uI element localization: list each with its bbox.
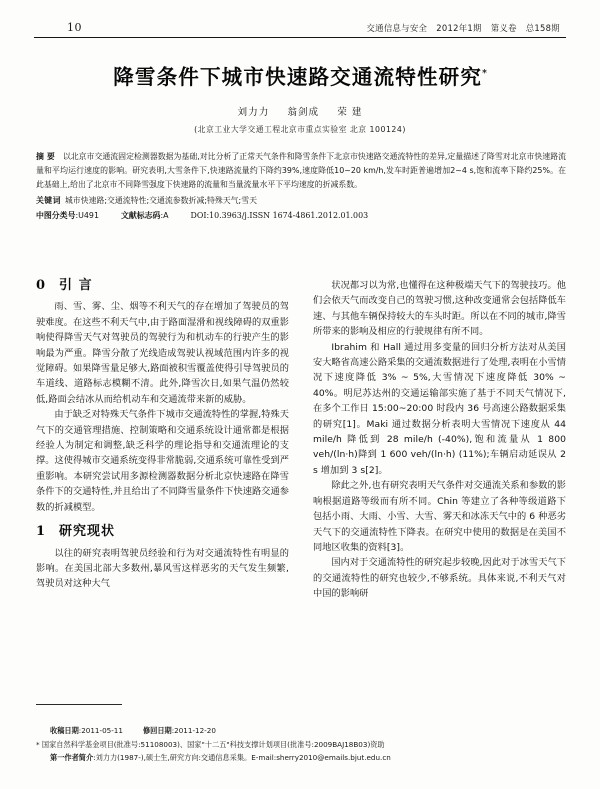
journal-volume: 第义卷 (490, 23, 517, 33)
clc-label: 中图分类号 (36, 210, 76, 220)
received-value: 2011-05-11 (81, 726, 123, 736)
title-footnote-marker: * (482, 69, 487, 80)
abstract-text: 以北京市交通流固定检测器数据为基础,对比分析了正常天气条件和降雪条件下北京市快速路交通流特性的差异,定量描述了降雪对北京市快速路流量和平均运行速度的影响。研究表明,大雪条件下,快速路流量约下降约39%,速度降低10~20 km/h,发车时距普遍增加2~4 s,饱和流率下降约25%。在此基础上,给出了北京市不同降雪强度下快速路的流量和当量流量水平下平均速度的折减系数。 (36, 152, 566, 190)
footnote-block (36, 724, 566, 765)
left-column (36, 278, 289, 697)
revised-value: 2011-12-20 (174, 726, 216, 736)
journal-name: 交通信息与安全 (366, 23, 428, 33)
abstract-label: 摘要 (36, 152, 58, 161)
received-label: 收稿日期 (50, 726, 79, 736)
footnote-rule (36, 704, 122, 705)
abstract-row (36, 150, 566, 193)
body-columns (36, 278, 566, 697)
journal-serial: 总158期 (525, 23, 560, 33)
classification-row (36, 209, 566, 223)
journal-info (366, 22, 566, 34)
paragraph: 国内对于交通流特性的研究起步较晚,因此对于冰雪天气下的交通流特性的研究也较少,不够系统。具体来说,不利天气对中国的影响研 (313, 557, 566, 600)
paragraph: 状况都习以为常,也懂得在这种极端天气下的驾驶技巧。他们会依天气而改变自己的驾驶习惯,这种改变通常会包括降低车速、与其他车辆保持较大的车头时距。所以在不同的城市,降雪所带来的影响及相应的行驶规律有所不同。 (313, 280, 566, 338)
bio-label: 第一作者简介 (50, 753, 94, 763)
doc-code-label: 文献标志码 (120, 210, 161, 220)
paragraph: 除此之外,也有研究表明天气条件对交通流关系和参数的影响根据道路等级而有所不同。Chin 等建立了各种等级道路下包括小雨、大雨、小雪、大雪、雾天和冰冻天气中的 6 种恶劣天气下的交通流特性下降表。在研究中使用的数据是在美国不同地区收集的资料[3]。 (313, 480, 566, 553)
doc-code-value: A (163, 210, 169, 220)
author-3: 荣 建 (337, 107, 363, 118)
paragraph: 由于缺乏对特殊天气条件下城市交通流特性的掌握,特殊天气下的交通管理措施、控制策略和交通系统设计通常都是根据经验人为制定和调整,缺乏科学的理论指导和交通流理论的支撑。这使得城市交通系统变得非常脆弱,交通系统可靠性受到严重影响。本研究尝试用多源检测器数据分析北京快速路在降雪条件下的交通特性,并且给出了不同降雪量条件下快速路交通参数的折减模型。 (36, 409, 289, 513)
doi-segment: DOI:10.3963/j.ISSN 1674-4861.2012.01.003 (190, 210, 369, 220)
author-2: 翁剑成 (287, 107, 320, 118)
author-affiliation: (北京工业大学交通工程北京市重点实验室 北京 100124) (194, 125, 406, 134)
footnote-dates: 收稿日期:2011-05-11 修回日期:2011-12-20 (50, 726, 216, 736)
header-rule (34, 37, 566, 38)
paragraph: 雨、雪、雾、尘、烟等不利天气的存在增加了驾驶员的驾驶难度。在这些不利天气中,由于路面湿滑和视线障碍的双重影响使得降雪天气对驾驶员的驾驶行为和机动车的行驶产生的影响最为严重。降雪分散了光线造成驾驶认视域范围内许多的视觉障碍。如果降雪量足够大,路面被积雪覆盖使得引导驾驶员的车道线、道路标志模糊不清。此外,降雪次日,如果气温仍然较低,路面会结冰从而给机动车和交通流带来新的威胁。 (36, 301, 289, 405)
section-0-number: 0 (36, 278, 47, 293)
paragraph: 以往的研究表明驾驶员经验和行为对交通流特性有明显的影响。在美国北部大多数州,暴风雪这样恶劣的天气发生频繁,驾驶员对这种大气 (36, 547, 289, 590)
clc-value: U491 (78, 210, 99, 220)
footnote-funding: * 国家自然科学基金项目(批准号:51108003)、国家"十二五"科技支撑计划项目(批准号:2009BAJ18B03)资助 (36, 739, 385, 749)
footnote-author-bio: 第一作者简介:刘力力(1987-),硕士生,研究方向:交通信息采集。E-mail:sherry2010@emails.bjut.edu.cn (50, 753, 391, 763)
section-1-title: 研究现状 (59, 524, 116, 540)
doc-code-segment: 文献标志码:A (120, 210, 169, 220)
right-column (313, 278, 566, 697)
section-heading-1 (36, 524, 289, 539)
bio-value: 刘力力(1987-),硕士生,研究方向:交通信息采集。E-mail:sherry2010@emails.bjut.edu.cn (95, 753, 391, 763)
doi-value: 10.3963/j.ISSN 1674-4861.2012.01.003 (209, 210, 369, 220)
author-list (0, 104, 600, 118)
revised-label: 修回日期 (142, 726, 172, 736)
doi-label: DOI (190, 210, 207, 220)
abstract-block (36, 150, 566, 223)
running-header (34, 18, 566, 34)
clc-segment: 中图分类号:U491 (36, 210, 99, 220)
article-title-text: 降雪条件下城市快速路交通流特性研究 (113, 65, 483, 89)
keywords-row (36, 194, 566, 208)
author-1: 刘力力 (237, 107, 270, 118)
paragraph: Ibrahim 和 Hall 通过用多变量的回归分析方法对从美国安大略省高速公路采集的交通流数据进行了处理,表明在小雪情况下速度降低 3% ~ 5%,大雪情况下速度降低 30% ~ 40%。明尼苏达州的交通运输部实施了基于不同天气情况下,在多个工作日 15:00~20:00 时段内 36 号高速公路数据采集的研究[1]。Maki 通过数据分析表明大雪情况下速度从 44 mile/h 降低到 28 mile/h (-40%),饱和流量从 1 800 veh/(ln·h)降到 1 600 veh/(ln·h) (11%);车辆启动延误从 2 s 增加到 3 s[2]。 (313, 341, 566, 476)
keywords-text: 城市快速路;交通流特性;交通流参数折减;特殊天气;雪天 (64, 195, 257, 205)
section-1-number: 1 (36, 524, 47, 540)
keywords-label: 关键词 (36, 195, 61, 205)
section-heading-0 (36, 278, 289, 293)
section-0-title: 引 言 (59, 278, 93, 293)
journal-year-issue: 2012年1期 (436, 23, 482, 33)
article-title (0, 60, 600, 90)
page-number: 10 (67, 21, 82, 34)
